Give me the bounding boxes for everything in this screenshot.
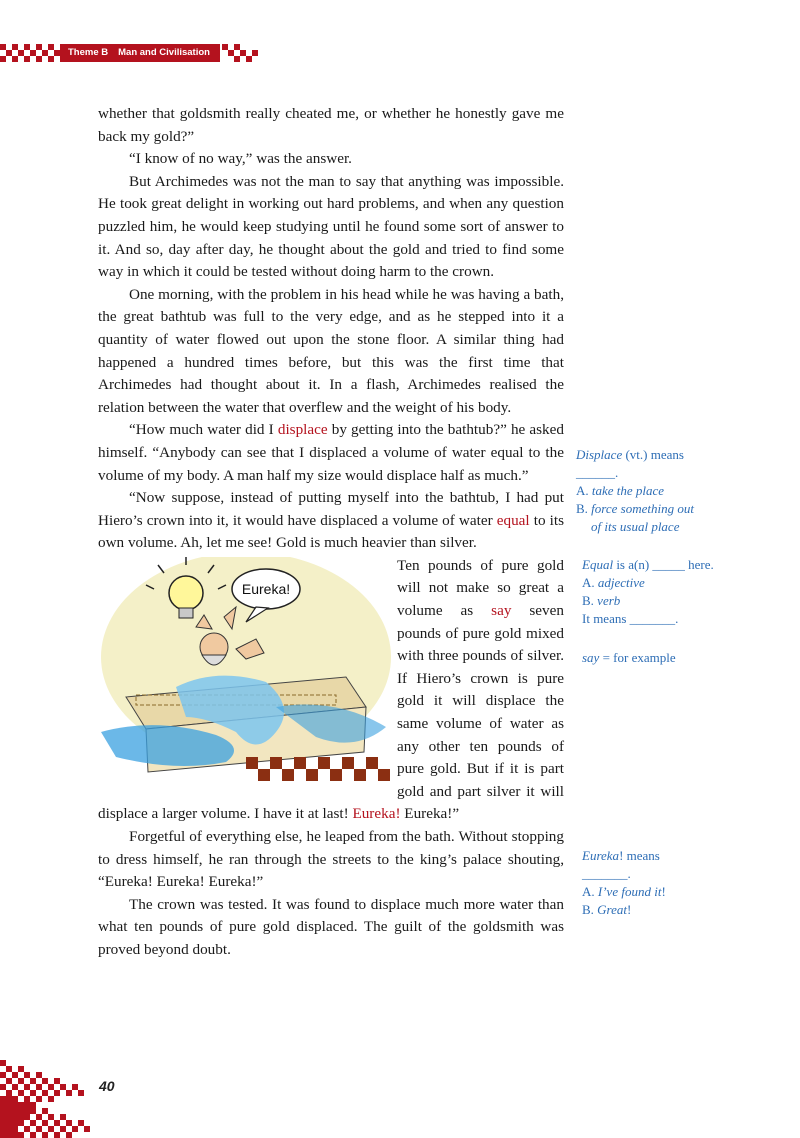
keyword-say: say	[491, 602, 512, 620]
paragraph: The crown was tested. It was found to displace much more water than what ten pounds of pure gold displaced. The guilt of the goldsmith was proved beyond doubt.	[98, 895, 564, 958]
keyword-eureka: Eureka!	[352, 805, 401, 823]
bubble-text: Eureka!	[241, 580, 291, 597]
paragraph: One morning, with the problem in his head while he was having a bath, the great bathtub was full to the very edge, and as he stepped into it a quantity of water flowed out upon the stone floor. A similar thing had happened a hundred times before, but this was the first time that Archimedes had thought about it. In a flash, Archimedes realised the relation between the water that overflew and the weight of his body.	[98, 285, 564, 416]
page-number: 40	[99, 1078, 115, 1094]
keyword-displace: displace	[277, 421, 328, 439]
chapter-title: Man and Civilisation	[118, 47, 210, 58]
paragraph: “I know of no way,” was the answer.	[129, 150, 352, 168]
note-say: say = for example	[582, 650, 676, 665]
paragraph: “How much water did I displace by getting into the bathtub?” he asked himself. “Anybody can see that I displaced a volume of water equal to the volume of my body. A man half my size would displace half as much.”	[98, 421, 564, 484]
note-eureka: Eureka! means _______. A. I’ve found it! B. Great!	[582, 848, 666, 917]
note-displace: Displace (vt.) means ______. A. take the place B. force something out of its usual place	[576, 447, 694, 534]
header-label	[60, 44, 220, 62]
paragraph: Forgetful of everything else, he leaped from the bath. Without stopping to dress himself, he ran through the streets to the king’s palace shouting, “Eureka! Eureka! Eureka!”	[98, 828, 564, 891]
illustration	[96, 557, 391, 787]
theme-label: Theme B	[68, 47, 109, 58]
paragraph: whether that goldsmith really cheated me, or whether he honestly gave me back my gold?”	[98, 105, 564, 145]
paragraph-wrap: Eureka! Ten pounds of pure gold will not make so great a volume as say seven pounds of pure gold mixed with three pounds of silver. If Hiero’s crown is pure gold it will displace the same volume of water as any other ten pounds of pure gold. But if it is part gold and part silver it will displace a larger volume. I have it at last! Eureka! Eureka!”	[98, 555, 564, 826]
archimedes-bath-illustration	[96, 557, 391, 787]
note-equal: Equal is a(n) _____ here. A. adjective B. verb It means _______.	[582, 557, 714, 626]
corner-pattern	[0, 1060, 90, 1138]
keyword-equal: equal	[496, 511, 530, 529]
main-text	[98, 103, 564, 962]
paragraph: But Archimedes was not the man to say that anything was impossible. He took great delight in working out hard problems, and when any question puzzled him, he would keep studying until he found some sort of answer to it. And so, day after day, he thought about the gold and tried to find some way in which it could be tested without doing harm to the crown.	[98, 172, 564, 281]
paragraph: “Now suppose, instead of putting myself into the bathtub, I had put Hiero’s crown into it, it would have displaced a volume of water equal to its own volume. Ah, let me see! Gold is much heavier than silver.	[98, 489, 564, 552]
